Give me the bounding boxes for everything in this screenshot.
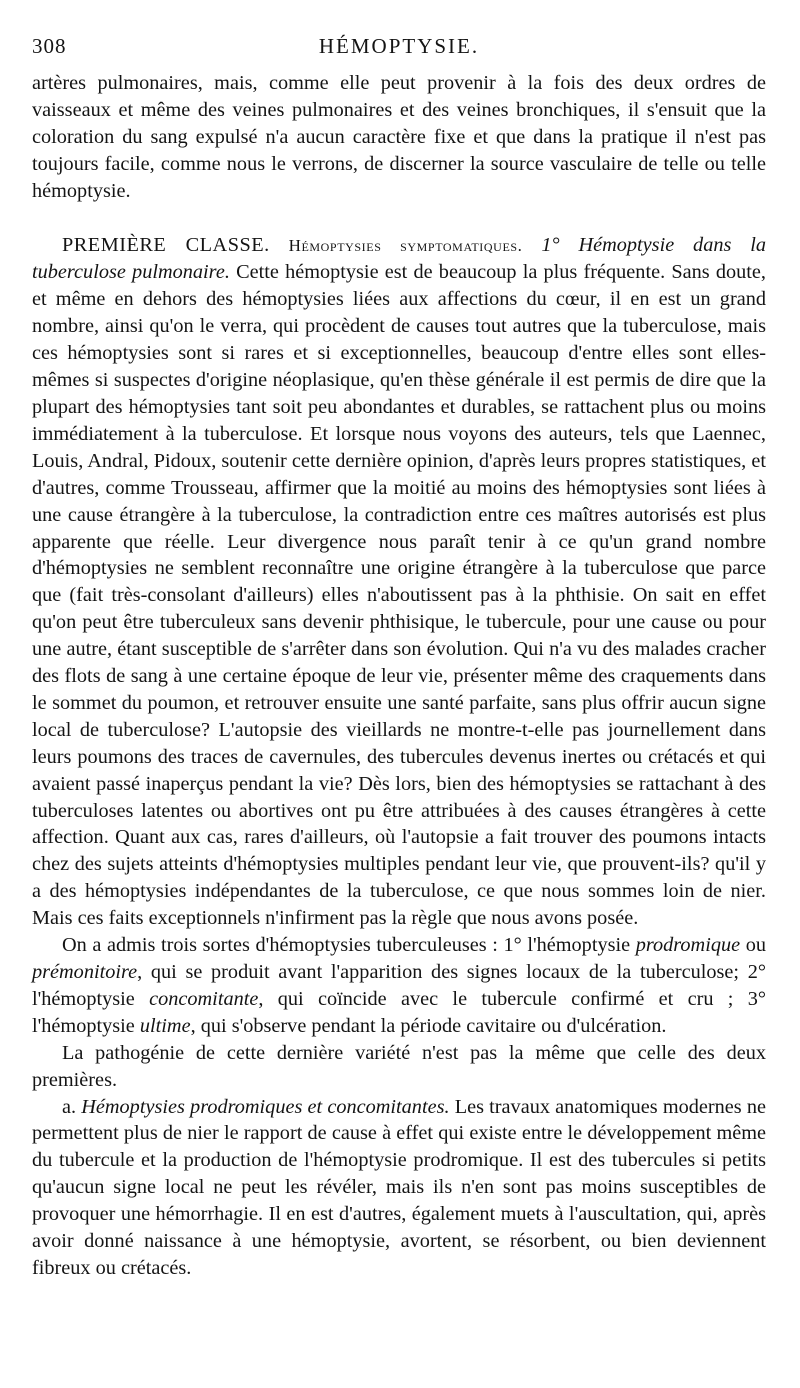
class-label: PREMIÈRE CLASSE. [62,233,270,256]
italic-term: concomitante [149,987,259,1010]
paragraph-continuation [32,70,766,205]
text-run: On a admis trois sortes d'hémoptysies tuberculeuses : 1° l'hémoptysie [62,934,636,957]
paragraph-trois-sortes [32,932,766,1040]
text-run: , qui coïncide avec le tubercule confirmé et cru ; 3° l'hémoptysie [32,987,766,1037]
paragraph-text: artères pulmonaires, mais, comme elle peut provenir à la fois des deux ordres de vaisseaux et même des veines pulmonaires et des veines bronchiques, il s'ensuit que la coloration du sang expulsé n'a aucun caractère fixe et que dans la pratique il n'est pas toujours facile, comme nous le verrons, de discerner la source vasculaire de telle ou telle hémoptysie. [32,72,766,202]
running-head [32,34,766,70]
page-number: 308 [32,34,67,58]
class-title: Hémoptysies symptomatiques. [288,235,523,255]
section-heading: 1° Hémoptysie dans la tuberculose pulmonaire. [32,233,766,284]
subsection-label: a. [62,1095,77,1118]
page-body [32,70,766,1282]
paragraph-text: La pathogénie de cette dernière variété n'est pas la même que celle des deux premières. [32,1041,766,1091]
text-run: , qui se produit avant l'apparition des signes locaux de la tuberculose; 2° l'hémoptysie [32,961,766,1010]
italic-term: prémonitoire [32,961,138,983]
text-run: ou [740,934,766,957]
italic-term: prodromique [635,934,741,957]
paragraph-hemoptysies-prodromiques [32,1094,766,1282]
paragraph-text: Cette hémoptysie est de beaucoup la plus fréquente. Sans doute, et même en dehors des hémoptysies liées aux affections du cœur, il en est un grand nombre, ainsi qu'on le verra, qui procèdent de causes tout autres que la tuberculose, mais ces hémoptysies sont si rares et si exceptionnelles, beaucoup d'entre elles sont elles-mêmes si suspectes d'origine néoplasique, qu'en thèse générale il est permis de dire que la plupart des hémoptysies tant soit peu abondantes et durables, se rattachent plus ou moins immédiatement à la tuberculose. Et lorsque nous voyons des auteurs, tels que Laennec, Louis, Andral, Pidoux, soutenir cette dernière opinion, d'après leurs propres statistiques, et d'autres, comme Trousseau, affirmer que la moitié au moins des hémoptysies sont liées à une cause étrangère à la tuberculose, la contradiction entre ces maîtres autorisés est plus apparente que réelle. Leur divergence nous paraît tenir à ce qu'un grand nombre d'hémoptysies ne semblent reconnaître une origine étrangère à la tuberculose que parce que (fait très-consolant d'ailleurs) elles n'aboutissent pas à la phthisie. On sait en effet qu'on peut être tuberculeux sans devenir phthisique, le tubercule, pour une cause ou pour une autre, étant susceptible de s'arrêter dans son évolution. Qui n'a vu des malades cracher des flots de sang à une certaine époque de leur vie, présenter même des craquements dans le sommet du poumon, et retrouver ensuite une santé parfaite, sans plus offrir aucun signe local de tuberculose? L'autopsie des vieillards ne montre-t-elle pas journellement dans leurs poumons des traces de cavernules, des tubercules devenus inertes ou crétacés et qui avaient passé inaperçus pendant la vie? Dès lors, bien des hémoptysies se rattachant à des tuberculoses latentes ou abortives ont pu être attribuées à des causes étrangères à cette affection. Quant aux cas, rares d'ailleurs, où l'autopsie a fait trouver des poumons intacts chez des sujets atteints d'hémoptysies multiples pendant leur vie, que prouvent-ils? qu'il y a des hémoptysies indépendantes de la tuberculose, ce que nous sommes loin de nier. Mais ces faits exceptionnels n'infirment pas la règle que nous avons posée. [32,261,766,930]
paragraph-premiere-classe [32,232,766,933]
subsection-heading: Hémoptysies prodromiques et concomitantes. [81,1095,450,1118]
italic-term: ultime [139,1014,191,1037]
paragraph-pathogenie [32,1040,766,1094]
text-run: , qui s'observe pendant la période cavitaire ou d'ulcération. [190,1014,667,1037]
running-title: HÉMOPTYSIE. [318,34,480,58]
paragraph-text: Les travaux anatomiques modernes ne permettent plus de nier le rapport de cause à effet qui existe entre le développement même du tubercule et la production de l'hémoptysie prodromique. Il est des tubercules si petits qu'aucun signe local ne peut les révéler, mais ils n'en sont pas moins susceptibles de provoquer une hémorrhagie. Il en est d'autres, également muets à l'auscultation, qui, après avoir donné naissance à une hémoptysie, avortent, se résorbent, ou bien deviennent fibreux ou crétacés. [32,1095,766,1279]
